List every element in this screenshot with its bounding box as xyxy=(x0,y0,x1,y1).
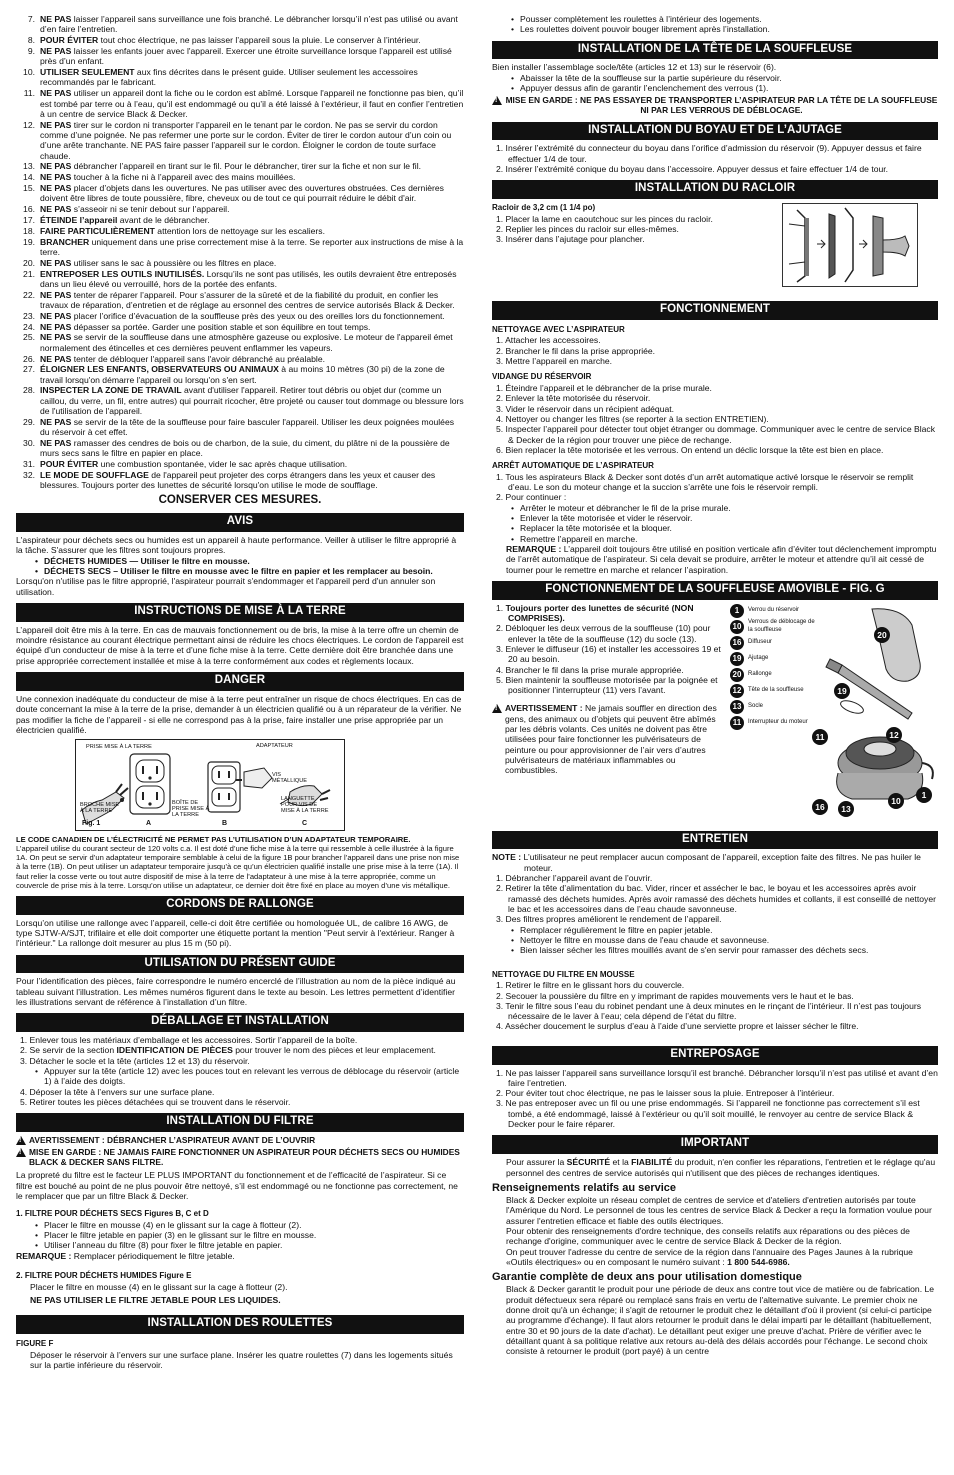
safety-rule xyxy=(16,417,464,438)
safety-rule xyxy=(16,364,464,385)
section-rallonge: CORDONS DE RALLONGE xyxy=(16,896,464,915)
guide-text: Pour l’identification des pièces, faire correspondre le numéro encerclé de l’illustration au nom de la pièce indiqué au tableau suivant l’illustration. Les mêmes numéros figurent dans le texte au besoin. Les lettres permettent d’identifier les illustrations servant de référence à l’installation d’un filtre. xyxy=(16,976,456,1007)
rule-text: tout choc électrique, ne pas laisser l’appareil sous la pluie. Le conserver à l’intérieur. xyxy=(98,35,421,46)
safety-rule xyxy=(16,269,464,290)
tete-bullet: • Appuyer dessus afin de garantir l’enclenchement des verrous (1). xyxy=(520,83,938,93)
deballage-bullet: • Appuyer sur la tête (article 12) avec les pouces tout en relevant les verrous de déblocage du réservoir (article 1) à l’aide des doigts. xyxy=(44,1066,464,1087)
legend-row xyxy=(730,715,820,731)
rule-keyword: ÉTEINDE l’appareil xyxy=(40,214,118,225)
rule-number: 15. xyxy=(23,183,35,193)
legend-label: Diffuseur xyxy=(748,639,772,646)
deballage-bullets xyxy=(16,1066,464,1087)
safety-rule xyxy=(16,14,464,35)
callout-1: 1 xyxy=(916,787,932,803)
rule-number: 31. xyxy=(23,459,35,470)
racloir-figure xyxy=(782,203,918,287)
vidange-item: 1. Éteindre l’appareil et le débrancher de la prise murale. xyxy=(496,382,712,393)
rule-keyword: POUR ÉVITER xyxy=(40,459,99,470)
figure-1-grounding xyxy=(75,739,345,831)
racloir-item: 3. Insérer dans l’ajutage pour plancher. xyxy=(496,234,645,245)
rule-text: placer d’objets dans les ouvertures. Ne pas utiliser avec des ouvertures obstruées. Ces dernières doivent être libres de toute poussière, fibre, cheveux ou de tout ce qui pourrait réduire le débit d'air. xyxy=(40,183,444,204)
rule-text: utiliser un appareil dont la fiche ou le cordon est abîmé. Lorsque l'appareil ne fonctionne pas bien, qu’il est tombé par terre ou à l’eau, qu’il est endommagé ou qu’il a été laissé à l’extérieur, il faut en confier l’entretien à un centre de service Black & Decker. xyxy=(40,88,464,119)
callout-19: 19 xyxy=(834,683,850,699)
rule-keyword: NE PAS xyxy=(40,161,72,172)
safety-rule xyxy=(16,204,464,214)
rule-keyword: POUR ÉVITER xyxy=(40,35,99,46)
legend-label: Ajutage xyxy=(748,655,769,662)
conserver-heading: CONSERVER CES MESURES. xyxy=(158,493,322,506)
rule-number: 20. xyxy=(23,257,35,268)
safety-rule xyxy=(16,88,464,119)
safety-rule xyxy=(16,290,464,311)
roulettes-bullets xyxy=(492,14,938,35)
rule-text: à au moins 10 mètres (30 pi) de la zone de travail lorsqu'on démarre l'appareil ou lorsqu'on s'en sert. xyxy=(40,364,445,385)
filtre-humides-text: Placer le filtre en mousse (4) en le glissant sur la cage à flotteur (2). xyxy=(30,1281,288,1292)
rule-text: aux fins décrites dans le présent guide. Utiliser seulement les accessoires recommandés par le fabricant. xyxy=(40,67,418,88)
boyau-item: 1. Insérer l’extrémité du connecteur du boyau dans l’orifice d’admission du réservoir (9). Appuyer dessus et faire effectuer 1/4 de tour. xyxy=(496,143,922,164)
rule-text: dépasser sa portée. Garder une position stable et son équilibre en tout temps. xyxy=(71,321,371,332)
rule-text: attention lors de nettoyage sur les escaliers. xyxy=(154,225,325,236)
section-filtre: INSTALLATION DU FILTRE xyxy=(16,1113,464,1132)
rule-keyword: NE PAS xyxy=(40,14,72,24)
arret-bullets xyxy=(492,503,938,544)
entreposage-item: 1. Ne pas laisser l’appareil sans surveillance lorsqu’il est branché. Débrancher lorsqu’il n’est pas utilisé et avant d’en faire l’entretien. xyxy=(496,1067,938,1088)
amovible-block xyxy=(492,603,938,829)
rule-keyword: NE PAS xyxy=(40,353,72,364)
section-important: IMPORTANT xyxy=(492,1135,938,1154)
tete-bullet: • Abaisser la tête de la souffleuse sur la partie supérieure du réservoir. xyxy=(520,73,938,83)
amovible-item: 2. Débloquer les deux verrous de la souffleuse (10) pour enlever la tête de la souffleuse (12) du socle (13). xyxy=(496,623,711,644)
avis-text: L'aspirateur pour déchets secs ou humides est un appareil à haute performance. Veiller à utiliser le filtre approprié à la tâche. S'assurer que les filtres sont toujours propres. xyxy=(16,535,457,556)
rule-keyword: BRANCHER xyxy=(40,236,90,247)
entretien-list xyxy=(492,873,938,925)
racloir-block xyxy=(492,203,938,295)
entretien-note: NOTE : L’utilisateur ne peut remplacer aucun composant de l’appareil, exception faite des filtres. Ne pas huiler le moteur. xyxy=(492,852,921,873)
rule-text: tenter de débloquer l'appareil sans l'avoir débranché au préalable. xyxy=(71,353,325,364)
rule-text: avant d'utiliser l'appareil. Retirer tout débris ou objet dur (comme un caillou, du verre, un fil, entre autres) qui pourrait ricocher, être projeté ou causer tout dommage ou blessure lors de l'utilisation de l'appareil. xyxy=(40,385,464,417)
roulettes-text: Déposer le réservoir à l’envers sur une surface plane. Insérer les quatre roulettes (7) dans les logements situés sur la partie inférieure du réservoir. xyxy=(30,1349,453,1370)
legend-row xyxy=(730,683,820,699)
arret-list xyxy=(492,472,938,503)
rule-number: 25. xyxy=(23,332,35,343)
safety-rule xyxy=(16,215,464,225)
legend-label: Socle xyxy=(748,703,764,710)
rule-keyword: NE PAS xyxy=(40,172,72,183)
service-text: On peut trouver l'adresse du centre de service de la région dans l'annuaire des Pages Jaunes à la rubrique «Outils électriques» ou en composant le numéro suivant : 1 800 544-6986. xyxy=(506,1246,913,1267)
vidange-list xyxy=(492,383,938,455)
racloir-item: 1. Placer la lame en caoutchouc sur les pinces du racloir. xyxy=(496,213,713,224)
vidange-item: 3. Vider le réservoir dans un récipient adéquat. xyxy=(496,403,675,414)
arret-bullet: • Arrêter le moteur et débrancher le fil de la prise murale. xyxy=(520,503,938,513)
section-avis: AVIS xyxy=(16,513,464,532)
rule-number: 8. xyxy=(27,35,35,46)
amovible-item: 4. Brancher le fil dans la prise murale appropriée. xyxy=(496,664,684,675)
deballage-item: 4. Déposer la tête à l’envers sur une surface plane. xyxy=(20,1086,215,1097)
rule-keyword: NE PAS xyxy=(40,332,72,343)
callout-20: 20 xyxy=(874,627,890,643)
rule-text: s’asseoir ni se tenir debout sur l’appareil. xyxy=(71,204,230,215)
filtre-secs-item: • Placer le filtre en mousse (4) en le glissant sur la cage à flotteur (2). xyxy=(44,1220,464,1230)
rule-number: 32. xyxy=(23,469,35,480)
rule-number: 27. xyxy=(23,364,35,375)
terre-text: L’appareil doit être mis à la terre. En cas de mauvais fonctionnement ou de bris, la mise à la terre offre un chemin de moindre résistance au courant électrique permettant ainsi de réduire les chocs électriques. Le cordon de l'appareil est équipé d’un conducteur de mise à la terre et d’une fiche mise à la terre. Cette dernière doit être branchée dans une prise appropriée correctement installée et mise à la terre conformément aux codes et règlements locaux. xyxy=(16,624,464,666)
nettoyage-item: 2. Brancher le fil dans la prise appropriée. xyxy=(496,345,656,356)
rule-keyword: INSPECTER LA ZONE DE TRAVAIL xyxy=(40,385,182,396)
rule-number: 30. xyxy=(23,438,35,448)
arret-bullet: • Remettre l’appareil en marche. xyxy=(520,534,938,544)
garantie-heading: Garantie complète de deux ans pour utilisation domestique xyxy=(492,1271,802,1284)
legend-number: 10 xyxy=(730,620,744,634)
rule-text: toucher à la fiche ni à l’appareil avec des mains mouillées. xyxy=(71,172,296,183)
amovible-warning: ! AVERTISSEMENT : Ne jamais souffler en direction des gens, des animaux ou d’objets qui peuvent être abîmés par les débris volants. Ces unités ne doivent pas être utilisées pour faire fonctionner les pulvérisateurs de peinture ou pour approvisionner de l’air vers d’autres pulvérisateurs de matériaux inflammables ou combustibles. xyxy=(492,703,728,775)
fig1-b: B xyxy=(222,820,228,828)
callout-16: 16 xyxy=(812,799,828,815)
rule-keyword: NE PAS xyxy=(40,416,72,427)
section-entretien: ENTRETIEN xyxy=(492,831,938,850)
vidange-item: 2. Enlever la tête motorisée du réservoir. xyxy=(496,393,651,404)
legend-number: 16 xyxy=(730,636,744,650)
section-danger: DANGER xyxy=(16,672,464,691)
vidange-item: 6. Bien replacer la tête motorisée et les verrous. On entend un déclic lorsque la tête est bien en place. xyxy=(496,444,884,455)
section-guide: UTILISATION DU PRÉSENT GUIDE xyxy=(16,955,464,974)
deballage-list xyxy=(16,1035,464,1066)
section-deballage: DÉBALLAGE ET INSTALLATION xyxy=(16,1013,464,1032)
rallonge-text: Lorsqu’on utilise une rallonge avec l’appareil, celle-ci doit être certifiée ou homologuée UL, de calibre 16 AWG, de type SJTW-A/SJT, trifilaire et elle doit comporter une étiquette portant la mention "Peut servir à l'extérieur. Ranger à l'intérieur." La rallonge doit mesurer au plus 15 m (50 pi). xyxy=(16,917,455,949)
fig1-c: C xyxy=(302,820,308,828)
amovible-item: 5. Bien maintenir la souffleuse motorisée par la poignée et positionner l’interrupteur (11) vers l’avant. xyxy=(496,674,718,696)
left-column xyxy=(16,14,464,1370)
rule-keyword: NE PAS xyxy=(40,257,72,268)
rule-keyword: ENTREPOSER LES OUTILS INUTILISÉS. xyxy=(40,268,205,279)
fig1-broche-label: BROCHE MISE À LA TERRE xyxy=(80,802,120,815)
rule-number: 24. xyxy=(23,321,35,332)
arret-item: 1. Tous les aspirateurs Black & Decker sont dotés d’un arrêt automatique activé lorsque le réservoir se remplit d’eau. Le son du moteur change et la succion s’arrête une fois le réservoir rempli. xyxy=(496,471,914,493)
amovible-list-2 xyxy=(492,623,728,695)
safety-rule xyxy=(16,322,464,332)
garantie-text: Black & Decker garantit le produit pour une période de deux ans contre tout vice de matière ou de fabrication. Le produit défectueux sera réparé ou remplacé sans frais en vertu de l'alternative suivante. Le premier choix ne donne droit qu'à un échange; il s'agit de retourner le produit chez le détaillant d'où il provient (si celui-ci participe au programme d'échange). Il faut alors retourner le produit dans le délai imparti par le détaillant (habituellement, entre 30 et 90 jours de la date d'achat). Le détaillant peut exiger une preuve d'achat. Prière de vérifier avec le détaillant quant à sa politique relative aux retours au-delà des délais accordés pour l'échange. Le second choix consiste à retourner le produit (port payé) à un centre xyxy=(506,1284,935,1357)
nettoyage-item: 3. Mettre l’appareil en marche. xyxy=(496,356,613,367)
filtre-warning: ! AVERTISSEMENT : DÉBRANCHER L’ASPIRATEUR AVANT DE L’OUVRIR xyxy=(16,1135,464,1145)
rule-number: 9. xyxy=(27,45,35,56)
safety-rule xyxy=(16,459,464,469)
callout-11: 11 xyxy=(812,729,828,745)
rule-text: avant de le débrancher. xyxy=(117,214,210,225)
rule-text: tirer sur le cordon ni transporter l’appareil en le tenant par le cordon. Ne pas se servir du cordon comme d’une poignée. Ne pas refermer une porte sur le cordon. Éviter de tirer le cordon autour d’un coin ou d’une arête tranchante. NE PAS faire passer l’appareil sur le cordon. Éloigner le cordon de toute surface chaude. xyxy=(40,119,452,161)
warning-icon xyxy=(16,1136,26,1145)
section-boyau: INSTALLATION DU BOYAU ET DE L’AJUTAGE xyxy=(492,122,938,141)
safety-rule xyxy=(16,46,464,67)
safety-rule xyxy=(16,258,464,268)
amovible-steps xyxy=(492,603,728,776)
safety-rule xyxy=(16,67,464,88)
mousse-item: 2. Secouer la poussière du filtre en y imprimant de rapides mouvements vers le haut et le bas. xyxy=(496,990,854,1001)
legend-row xyxy=(730,667,820,683)
roulettes-bullet: • Les roulettes doivent pouvoir bouger librement après l’installation. xyxy=(520,24,938,34)
warning-icon xyxy=(16,1148,26,1157)
fig1-a: A xyxy=(146,820,152,828)
tete-text: Bien installer l’assemblage socle/tête (articles 12 et 13) sur le réservoir (6). xyxy=(492,62,777,73)
rule-keyword: NE PAS xyxy=(40,204,72,215)
section-souffleuse-amovible: FONCTIONNEMENT DE LA SOUFFLEUSE AMOVIBLE - FIG. G xyxy=(492,581,938,600)
code-text: L’appareil utilise du courant secteur de 120 volts c.a. Il est doté d’une fiche mise à la terre qui ressemble à celle illustrée à la figure 1A. On peut se servir d’un adaptateur temporaire semblable à celui de la figure 1B pour brancher l’appareil dans une prise non mise à la terre (1B). On peut utiliser un adaptateur temporaire jusqu’à ce qu’un électricien qualifié installe une prise mise à la terre (1A). Il faut relier la cosse verte ou tout autre dispositif de mise à la terre de l’adaptateur à une mise à la terre appropriée, comme un couvercle de prise mis à la terre. Lorsqu’on utilise un adaptateur, ce dernier doit être fixé en place au moyen d’une vis métallique. xyxy=(16,844,460,890)
legend-label: Interrupteur du moteur xyxy=(748,719,808,726)
important-text: Pour assurer la SÉCURITÉ et la FIABILITÉ du produit, n'en confier les réparations, l'entretien et le réglage qu'au personnel des centres de service autorisés qui n'utilisent que des pièces de rechanges identiques. xyxy=(506,1157,936,1178)
rule-text: se servir de la souffleuse dans une atmosphère gazeuse ou explosive. Le moteur de l'appareil émet normalement des étincelles et ces dernières peuvent enflammer les vapeurs. xyxy=(40,332,453,353)
rule-number: 12. xyxy=(23,119,35,130)
filtre-humides-heading: 2. FILTRE POUR DÉCHETS HUMIDES Figure E xyxy=(16,1271,192,1281)
arret-heading: ARRÊT AUTOMATIQUE DE L’ASPIRATEUR xyxy=(492,461,654,471)
legend-label: Tête de la souffleuse xyxy=(748,687,804,694)
vidange-item: 5. Inspecter l’appareil pour détecter tout objet étranger ou dommage. Communiquer avec le centre de service Black & Decker de la région pour trouver une pièce de rechange. xyxy=(496,424,935,445)
rule-text: utiliser sans le sac à poussière ou les filtres en place. xyxy=(71,257,277,268)
rule-keyword: UTILISER SEULEMENT xyxy=(40,67,135,78)
rule-keyword: NE PAS xyxy=(40,321,72,332)
safety-rule xyxy=(16,161,464,171)
legend-number: 19 xyxy=(730,652,744,666)
entretien-bullet: • Bien laisser sécher les filtres mouillés avant de s'en servir pour ramasser des déchets secs. xyxy=(520,945,938,955)
arret-item: 2. Pour continuer : xyxy=(496,492,567,503)
safety-rule xyxy=(16,311,464,321)
safety-rule xyxy=(16,35,464,45)
legend-number: 1 xyxy=(730,604,744,618)
filtre-secs-item: • Placer le filtre jetable en papier (3) en le glissant sur le filtre en mousse. xyxy=(44,1230,464,1240)
deballage-list-2 xyxy=(16,1087,464,1108)
entretien-bullet: • Nettoyer le filtre en mousse dans de l'eau chaude et savonneuse. xyxy=(520,935,938,945)
rule-text: placer l’orifice d’évacuation de la souffleuse près des yeux ou des oreilles lors du fonctionnement. xyxy=(71,310,445,321)
deballage-item: 2. Se servir de la section IDENTIFICATION DE PIÈCES pour trouver le nom des pièces et leur emplacement. xyxy=(20,1045,436,1056)
service-text: Black & Decker exploite un réseau complet de centres de service et d'ateliers d'entretien autorisés par toute l'Amérique du Nord. Le personnel de tous les centres de service Black & Decker a reçu la formation voulue pour assurer l'entretien efficace et fiable des outils électriques. xyxy=(506,1195,932,1226)
callout-12: 12 xyxy=(886,727,902,743)
legend-number: 11 xyxy=(730,716,744,730)
rule-number: 13. xyxy=(23,161,35,172)
service-text: Pour obtenir des renseignements d'ordre technique, des conseils relatifs aux réparations ou des pièces de rechange d'origine, communiquer avec le centre de service Black & Decker de la région. xyxy=(506,1225,910,1247)
amovible-item: 3. Enlever le diffuseur (16) et installer les accessoires 19 et 20 au besoin. xyxy=(496,643,721,665)
rule-keyword: NE PAS xyxy=(40,438,72,448)
deballage-item: 3. Détacher le socle et la tête (articles 12 et 13) du réservoir. xyxy=(20,1055,250,1066)
rule-keyword: NE PAS xyxy=(40,310,72,321)
rule-number: 10. xyxy=(23,67,35,78)
arret-bullet: • Replacer la tête motorisée et la bloquer. xyxy=(520,523,938,533)
legend-number: 20 xyxy=(730,668,744,682)
callout-10: 10 xyxy=(888,793,904,809)
rule-keyword: NE PAS xyxy=(40,183,72,193)
avis-list xyxy=(16,556,464,577)
rule-text: une combustion spontanée, vider le sac après chaque utilisation. xyxy=(98,459,348,470)
roulettes-bullet: • Pousser complètement les roulettes à l’intérieur des logements. xyxy=(520,14,938,24)
safety-rule xyxy=(16,332,464,353)
rule-text: laisser les enfants jouer avec l'appareil. Exercer une étroite surveillance lorsque l’appareil est utilisé près d’un enfant. xyxy=(40,45,452,67)
rule-number: 28. xyxy=(23,385,35,396)
service-heading: Renseignements relatifs au service xyxy=(492,1181,677,1194)
rule-text: se servir de la tête de la souffleuse pour faire basculer l'appareil. Utiliser les deux poignées moulées du réservoir à cet effet. xyxy=(40,416,455,438)
rule-text: ramasser des cendres de bois ou de charbon, de la suie, du ciment, du plâtre ni de la poussière de murs secs sans le filtre en papier en place. xyxy=(40,438,450,459)
entreposage-item: 3. Ne pas entreposer avec un fil ou une prise endommagés. Si l’appareil ne fonctionne pas correctement s’il est tombé, a été endommagé, laissé à l’extérieur ou qu’il soit mouillé, le renvoyer au centre de service Black & Decker pour le faire réparer. xyxy=(496,1098,920,1130)
safety-rule xyxy=(16,183,464,204)
avis-text: Lorsqu'on n'utilise pas le filtre approprié, l'aspirateur pourrait s'endommager et l'appareil perd d'un annuler son utilisation. xyxy=(16,576,436,597)
rule-keyword: LE MODE DE SOUFFLAGE xyxy=(40,469,149,480)
rule-keyword: NE PAS xyxy=(40,119,72,130)
rule-text: débrancher l’appareil en tirant sur le fil. Pour le débrancher, tirer sur la fiche et non sur le fil. xyxy=(71,161,422,172)
mousse-item: 4. Assécher doucement le surplus d’eau à l’aide d’une serviette propre et laisser sécher le filtre. xyxy=(496,1021,859,1032)
deballage-item: 5. Retirer toutes les pièces détachées qui se trouvent dans le réservoir. xyxy=(20,1096,291,1107)
mousse-item: 1. Retirer le filtre en le glissant hors du couvercle. xyxy=(496,980,685,991)
rule-keyword: NE PAS xyxy=(40,88,72,99)
filtre-secs-item: • Utiliser l’anneau du filtre (8) pour fixer le filtre jetable en papier. xyxy=(44,1240,464,1250)
racloir-sub: Racloir de 3,2 cm (1 1/4 po) xyxy=(492,203,596,213)
rule-number: 18. xyxy=(23,225,35,236)
filtre-caution: ! MISE EN GARDE : NE JAMAIS FAIRE FONCTIONNER UN ASPIRATEUR POUR DÉCHETS SECS OU HUMIDES BLACK & DECKER SANS FILTRE. xyxy=(16,1147,464,1167)
rule-text: Lorsqu’ils ne sont pas utilisés, les outils devraient être entreposés dans un lieu élevé ou verrouillé, hors de la portée des enfants. xyxy=(40,268,457,289)
section-fonctionnement: FONCTIONNEMENT xyxy=(492,301,938,320)
avis-item: • DÉCHETS HUMIDES — Utiliser le filtre en mousse. xyxy=(44,556,464,566)
entretien-bullet: • Remplacer régulièrement le filtre en papier jetable. xyxy=(520,925,938,935)
safety-rule xyxy=(16,438,464,459)
boyau-list xyxy=(492,143,938,174)
mousse-list xyxy=(492,980,938,1032)
section-roulettes: INSTALLATION DES ROULETTES xyxy=(16,1315,464,1334)
boyau-item: 2. Insérer l’extrémité conique du boyau dans l’accessoire. Appuyer dessus et faire effectuer 1/4 de tour. xyxy=(496,163,889,174)
safety-rule xyxy=(16,226,464,236)
section-entreposage: ENTREPOSAGE xyxy=(492,1046,938,1065)
tete-caution: ! MISE EN GARDE : NE PAS ESSAYER DE TRANSPORTER L’ASPIRATEUR PAR LA TÊTE DE LA SOUFFLEUSE NI PAR LES VERROUS DE DÉBLOCAGE. xyxy=(492,95,938,115)
mousse-heading: NETTOYAGE DU FILTRE EN MOUSSE xyxy=(492,969,635,979)
arret-remarque: REMARQUE : L’appareil doit toujours être utilisé en position verticale afin d’éviter tout déclenchement impromptu de l’arrêt automatique de l’aspirateur. Si cela devait se produire, arrêter le moteur et attendre qu’il ait cessé de tourner pour le remettre en marche et relancer l’aspiration. xyxy=(506,543,937,575)
blower-figure xyxy=(812,603,938,825)
mousse-item: 3. Tenir le filtre sous l’eau du robinet pendant une à deux minutes en le rinçant de l’intérieur. Il n’est pas toujours nécessaire de le laver à l’eau; cela dépend de l’état du filtre. xyxy=(496,1000,922,1022)
rule-number: 14. xyxy=(23,172,35,183)
entreposage-list xyxy=(492,1068,938,1130)
rule-number: 23. xyxy=(23,310,35,321)
rule-keyword: NE PAS xyxy=(40,289,72,300)
fig1-vis-label: VIS MÉTALLIQUE xyxy=(272,772,308,785)
safety-rule xyxy=(16,237,464,258)
rule-number: 17. xyxy=(23,214,35,225)
legend-row xyxy=(730,699,820,715)
filtre-secs-heading: 1. FILTRE POUR DÉCHETS SECS Figures B, C et D xyxy=(16,1209,209,1219)
rule-number: 19. xyxy=(23,236,35,247)
rule-number: 29. xyxy=(23,416,35,427)
avis-item: • DÉCHETS SECS – Utiliser le filtre en mousse avec le filtre en papier et les remplacer au besoin. xyxy=(44,566,464,576)
rule-keyword: NE PAS xyxy=(40,45,72,56)
legend-row xyxy=(730,619,820,635)
entretien-item: 1. Débrancher l’appareil avant de l’ouvrir. xyxy=(496,873,653,884)
section-tete-souffleuse: INSTALLATION DE LA TÊTE DE LA SOUFFLEUSE xyxy=(492,41,938,60)
warning-icon xyxy=(492,704,502,713)
legend-label: Rallonge xyxy=(748,671,772,678)
warning-icon xyxy=(492,96,502,105)
section-mise-a-la-terre: INSTRUCTIONS DE MISE À LA TERRE xyxy=(16,603,464,622)
nettoyage-item: 1. Attacher les accessoires. xyxy=(496,335,601,346)
racloir-item: 2. Replier les pinces du racloir sur elles-mêmes. xyxy=(496,223,679,234)
rule-number: 22. xyxy=(23,289,35,300)
filtre-humides-warning: NE PAS UTILISER LE FILTRE JETABLE POUR LES LIQUIDES. xyxy=(30,1294,281,1305)
legend-number: 13 xyxy=(730,700,744,714)
arret-bullet: • Enlever la tête motorisée et vider le réservoir. xyxy=(520,513,938,523)
fig1-prise-label: PRISE MISE À LA TERRE xyxy=(86,744,152,751)
rule-text: de l'appareil peut projeter des corps étrangers dans les yeux et causer des blessures. Toujours porter des lunettes de sécurité lorsqu'on utilise le mode de soufflage. xyxy=(40,469,436,491)
legend-label: Verrou du réservoir xyxy=(748,607,800,614)
filtre-secs-list xyxy=(16,1220,464,1251)
rule-number: 26. xyxy=(23,353,35,364)
deballage-item: 1. Enlever tous les matériaux d’emballage et les accessoires. Sortir l’appareil de la boîte. xyxy=(20,1035,358,1046)
entretien-bullets xyxy=(492,925,938,956)
safety-rule xyxy=(16,385,464,416)
fig1-caption: Fig. 1 xyxy=(82,820,101,828)
rule-text: laisser l’appareil sans surveillance une fois branché. Le débrancher lorsqu’il n’est pas utilisé ou avant d’en faire l’entretien. xyxy=(40,14,458,35)
filtre-text: La propreté du filtre est le facteur LE PLUS IMPORTANT du fonctionnement et de l’efficacité de l’aspirateur. Si ce filtre est bouché au point de ne plus pouvoir être nettoyé, s’il est endommagé ou ne fonctionne pas correctement, ne le remplacer que par un filtre Black & Decker. xyxy=(16,1170,458,1201)
safety-rule xyxy=(16,120,464,161)
legend-row xyxy=(730,651,820,667)
entretien-item: 3. Des filtres propres améliorent le rendement de l’appareil. xyxy=(496,914,722,925)
vidange-item: 4. Nettoyer ou changer les filtres (se reporter à la section ENTRETIEN). xyxy=(496,413,769,424)
squeegee-illustration xyxy=(783,204,919,288)
callout-13: 13 xyxy=(838,801,854,817)
tete-bullets xyxy=(492,73,938,94)
fig1-boite-label: BOÎTE DE PRISE MISE À LA TERRE xyxy=(172,800,210,819)
danger-text: Une connexion inadéquate du conducteur de mise à la terre peut entraîner un risque de chocs électriques. En cas de doute concernant la mise à la terre de la prise, demander à un électricien qualifié ou à un réparateur de la vérifier. Ne pas modifier la fiche de l’appareil - si elle ne correspond pas à la prise, faire installer une prise appropriée par un électricien qualifié. xyxy=(16,693,462,735)
fig1-languette-label: LANGUETTE POUR VIS DE MISE À LA TERRE xyxy=(281,796,329,815)
rule-number: 11. xyxy=(23,88,35,99)
rule-text: tenter de réparer l’appareil. Pour s’assurer de la sûreté et de la fiabilité du produit, en confier les travaux de réparation, d’entretien et de réglage au ersonnel des centres de service autorisés Black & Decker. xyxy=(40,289,455,310)
grounding-illustration xyxy=(76,740,346,832)
legend-row xyxy=(730,603,820,619)
nettoyage-heading: NETTOYAGE AVEC L’ASPIRATEUR xyxy=(492,324,625,334)
safety-rule xyxy=(16,470,464,491)
safety-rule xyxy=(16,172,464,182)
parts-legend xyxy=(730,603,820,731)
fig1-adaptateur-label: ADAPTATEUR xyxy=(256,743,293,750)
rule-number: 21. xyxy=(23,268,35,279)
legend-label: Verrous de déblocage de la souffleuse xyxy=(748,619,815,633)
rule-number: 7. xyxy=(27,14,35,24)
figure-f-label: FIGURE F xyxy=(16,1339,54,1349)
legend-row xyxy=(730,635,820,651)
rule-number: 16. xyxy=(23,204,35,215)
rule-keyword: ÉLOIGNER LES ENFANTS, OBSERVATEURS OU ANIMAUX xyxy=(40,364,279,375)
nettoyage-list xyxy=(492,335,938,366)
filtre-remarque: REMARQUE : Remplacer périodiquement le filtre jetable. xyxy=(16,1250,235,1261)
right-column xyxy=(492,14,938,1357)
amovible-list xyxy=(492,603,728,624)
entreposage-item: 2. Pour éviter tout choc électrique, ne pas le laisser sous la pluie. Entreposer à l’intérieur. xyxy=(496,1088,835,1099)
code-title: LE CODE CANADIEN DE L’ÉLECTRICITÉ NE PERMET PAS L’UTILISATION D’UN ADAPTATEUR TEMPORAIRE. xyxy=(16,835,411,845)
entretien-item: 2. Retirer la tête d’alimentation du bac. Vider, rincer et assécher le bac, le boyau et les accessoires après avoir ramassé des déchets humides. Après avoir ramassé des déchets humides et collants, il est conseillé de nettoyer le bac et les accessoires dans de l’eau chaude savonneuse. xyxy=(496,883,936,915)
safety-rule xyxy=(16,354,464,364)
amovible-item: 1. Toujours porter des lunettes de sécurité (NON COMPRISES). xyxy=(496,602,694,623)
section-racloir: INSTALLATION DU RACLOIR xyxy=(492,180,938,199)
vidange-heading: VIDANGE DU RÉSERVOIR xyxy=(492,372,592,382)
rule-keyword: FAIRE PARTICULIÈREMENT xyxy=(40,225,155,236)
legend-number: 12 xyxy=(730,684,744,698)
safety-rules-list xyxy=(16,14,464,491)
rule-text: uniquement dans une prise correctement mise à la terre. Se reporter aux instructions de mise à la terre. xyxy=(40,236,464,257)
